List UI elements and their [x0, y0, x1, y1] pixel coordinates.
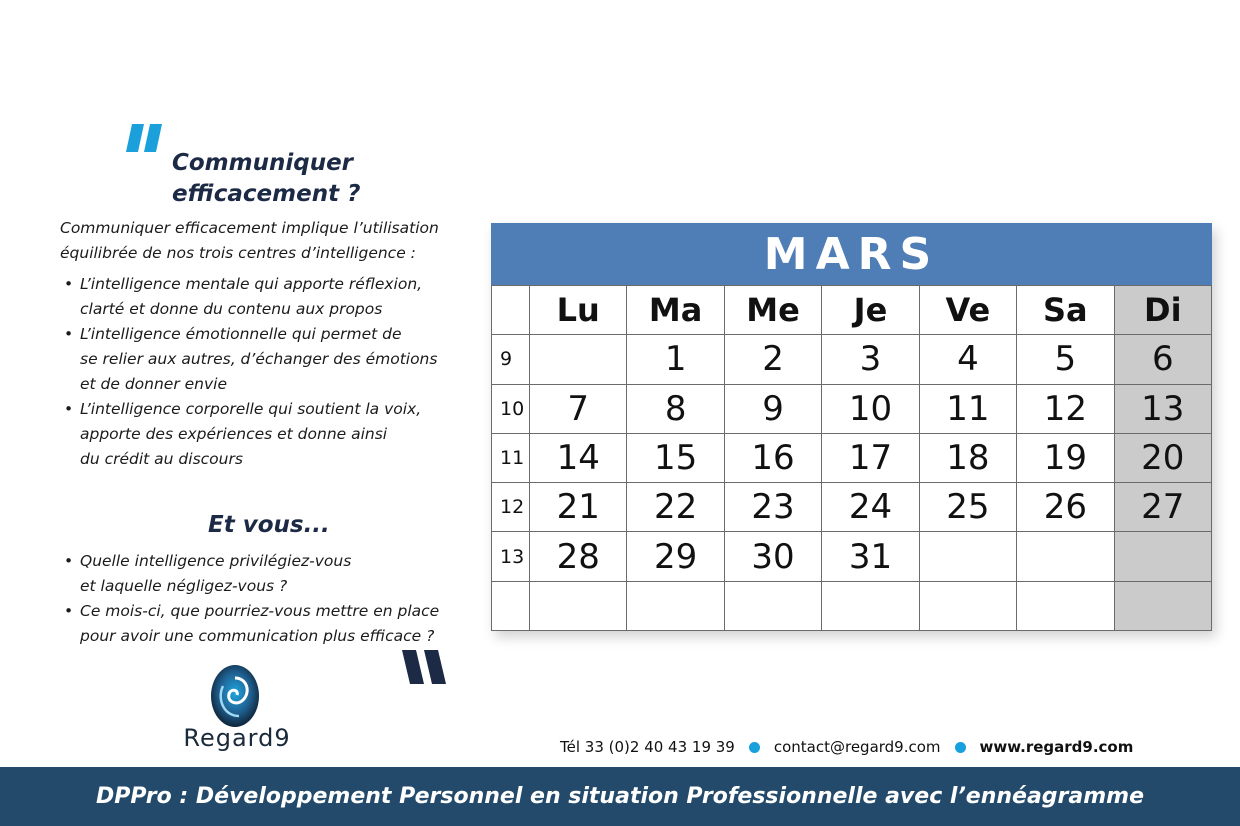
- contact-line: [560, 736, 1180, 758]
- intro-line-1: Communiquer efficacement implique l’utilisation: [60, 219, 439, 237]
- list-item-line: • Ce mois-ci, que pourriez-vous mettre en place: [80, 602, 440, 620]
- day-cell: 1: [627, 335, 724, 384]
- day-cell: [724, 581, 821, 630]
- day-cell: 21: [530, 483, 627, 532]
- list-item-line: clarté et donne du contenu aux propos: [80, 300, 383, 318]
- day-cell: 7: [530, 384, 627, 433]
- intro-text: [60, 216, 460, 266]
- footer-banner: [0, 767, 1240, 826]
- week-row: [492, 581, 1212, 630]
- day-cell: [627, 581, 724, 630]
- day-cell-sunday: [1114, 581, 1211, 630]
- day-cell: 31: [822, 532, 919, 581]
- day-cell: 19: [1017, 433, 1114, 482]
- list-item-line: • L’intelligence corporelle qui soutient la voix,: [80, 400, 422, 418]
- day-cell: 28: [530, 532, 627, 581]
- day-cell: [1017, 532, 1114, 581]
- day-cell-sunday: 13: [1114, 384, 1211, 433]
- day-cell: 4: [919, 335, 1016, 384]
- day-cell: 17: [822, 433, 919, 482]
- week-row: [492, 483, 1212, 532]
- day-cell-sunday: 27: [1114, 483, 1211, 532]
- list-item-line: • Quelle intelligence privilégiez-vous: [80, 552, 352, 570]
- day-cell: [919, 581, 1016, 630]
- logo-text: Regard9: [183, 724, 291, 752]
- day-cell: 3: [822, 335, 919, 384]
- day-cell-sunday: [1114, 532, 1211, 581]
- weekday-header: Ma: [627, 286, 724, 335]
- week-number: 10: [492, 384, 530, 433]
- intro-line-2: équilibrée de nos trois centres d’intelligence :: [60, 244, 416, 262]
- calendar: [491, 223, 1212, 631]
- day-cell: 10: [822, 384, 919, 433]
- day-cell: 8: [627, 384, 724, 433]
- open-quote-icon: [124, 96, 168, 166]
- month-name: MARS: [763, 228, 940, 280]
- list-item-line: et de donner envie: [80, 375, 228, 393]
- footer-text: DPPro : Développement Personnel en situation Professionnelle avec l’ennéagramme: [95, 784, 1145, 809]
- separator-dot-icon: [749, 742, 760, 753]
- weekday-header: Sa: [1017, 286, 1114, 335]
- day-cell: [822, 581, 919, 630]
- day-cell: 24: [822, 483, 919, 532]
- day-cell: 12: [1017, 384, 1114, 433]
- email-address[interactable]: contact@regard9.com: [773, 738, 941, 756]
- week-row: [492, 433, 1212, 482]
- separator-dot-icon: [955, 742, 966, 753]
- day-cell: 15: [627, 433, 724, 482]
- weekday-header-sunday: Di: [1114, 286, 1211, 335]
- day-cell: [919, 532, 1016, 581]
- weekday-row: [492, 286, 1212, 335]
- week-number: 9: [492, 335, 530, 384]
- title-line-2: efficacement ?: [172, 181, 361, 207]
- list-item-line: pour avoir une communication plus efficace ?: [80, 627, 435, 645]
- day-cell: 16: [724, 433, 821, 482]
- list-item-line: et laquelle négligez-vous ?: [80, 577, 288, 595]
- day-cell: 18: [919, 433, 1016, 482]
- day-cell: 5: [1017, 335, 1114, 384]
- website-link[interactable]: www.regard9.com: [979, 738, 1134, 756]
- title-line-1: Communiquer: [172, 150, 354, 176]
- day-cell: 26: [1017, 483, 1114, 532]
- day-cell: 9: [724, 384, 821, 433]
- list-item-line: • L’intelligence mentale qui apporte réflexion,: [80, 275, 423, 293]
- intelligence-list: [64, 272, 474, 472]
- list-item: [64, 322, 474, 397]
- list-item-line: du crédit au discours: [80, 450, 243, 468]
- weekday-header: Je: [822, 286, 919, 335]
- week-number: [492, 581, 530, 630]
- weekday-header: Me: [724, 286, 821, 335]
- day-cell: 23: [724, 483, 821, 532]
- week-row: [492, 532, 1212, 581]
- subtitle: Et vous...: [208, 512, 330, 538]
- list-item: [64, 549, 474, 599]
- day-cell: 22: [627, 483, 724, 532]
- list-item-line: se relier aux autres, d’échanger des émotions: [80, 350, 438, 368]
- list-item: [64, 397, 474, 472]
- day-cell: 14: [530, 433, 627, 482]
- close-quote-icon: [400, 620, 450, 690]
- day-cell: [530, 335, 627, 384]
- list-item: [64, 272, 474, 322]
- phone-number: Tél 33 (0)2 40 43 19 39: [560, 738, 735, 756]
- week-row: [492, 384, 1212, 433]
- weekday-header: Ve: [919, 286, 1016, 335]
- regard9-logo-icon: [209, 664, 261, 730]
- calendar-grid: [491, 285, 1212, 631]
- calendar-header: [491, 223, 1212, 285]
- week-number: 13: [492, 532, 530, 581]
- day-cell: 25: [919, 483, 1016, 532]
- section-title: [172, 148, 432, 210]
- day-cell: 29: [627, 532, 724, 581]
- day-cell-sunday: 6: [1114, 335, 1211, 384]
- week-row: [492, 335, 1212, 384]
- week-number: 12: [492, 483, 530, 532]
- week-number-header: [492, 286, 530, 335]
- day-cell: 11: [919, 384, 1016, 433]
- weekday-header: Lu: [530, 286, 627, 335]
- day-cell-sunday: 20: [1114, 433, 1211, 482]
- day-cell: [1017, 581, 1114, 630]
- day-cell: 2: [724, 335, 821, 384]
- week-number: 11: [492, 433, 530, 482]
- list-item-line: • L’intelligence émotionnelle qui permet de: [80, 325, 402, 343]
- day-cell: [530, 581, 627, 630]
- day-cell: 30: [724, 532, 821, 581]
- list-item-line: apporte des expériences et donne ainsi: [80, 425, 388, 443]
